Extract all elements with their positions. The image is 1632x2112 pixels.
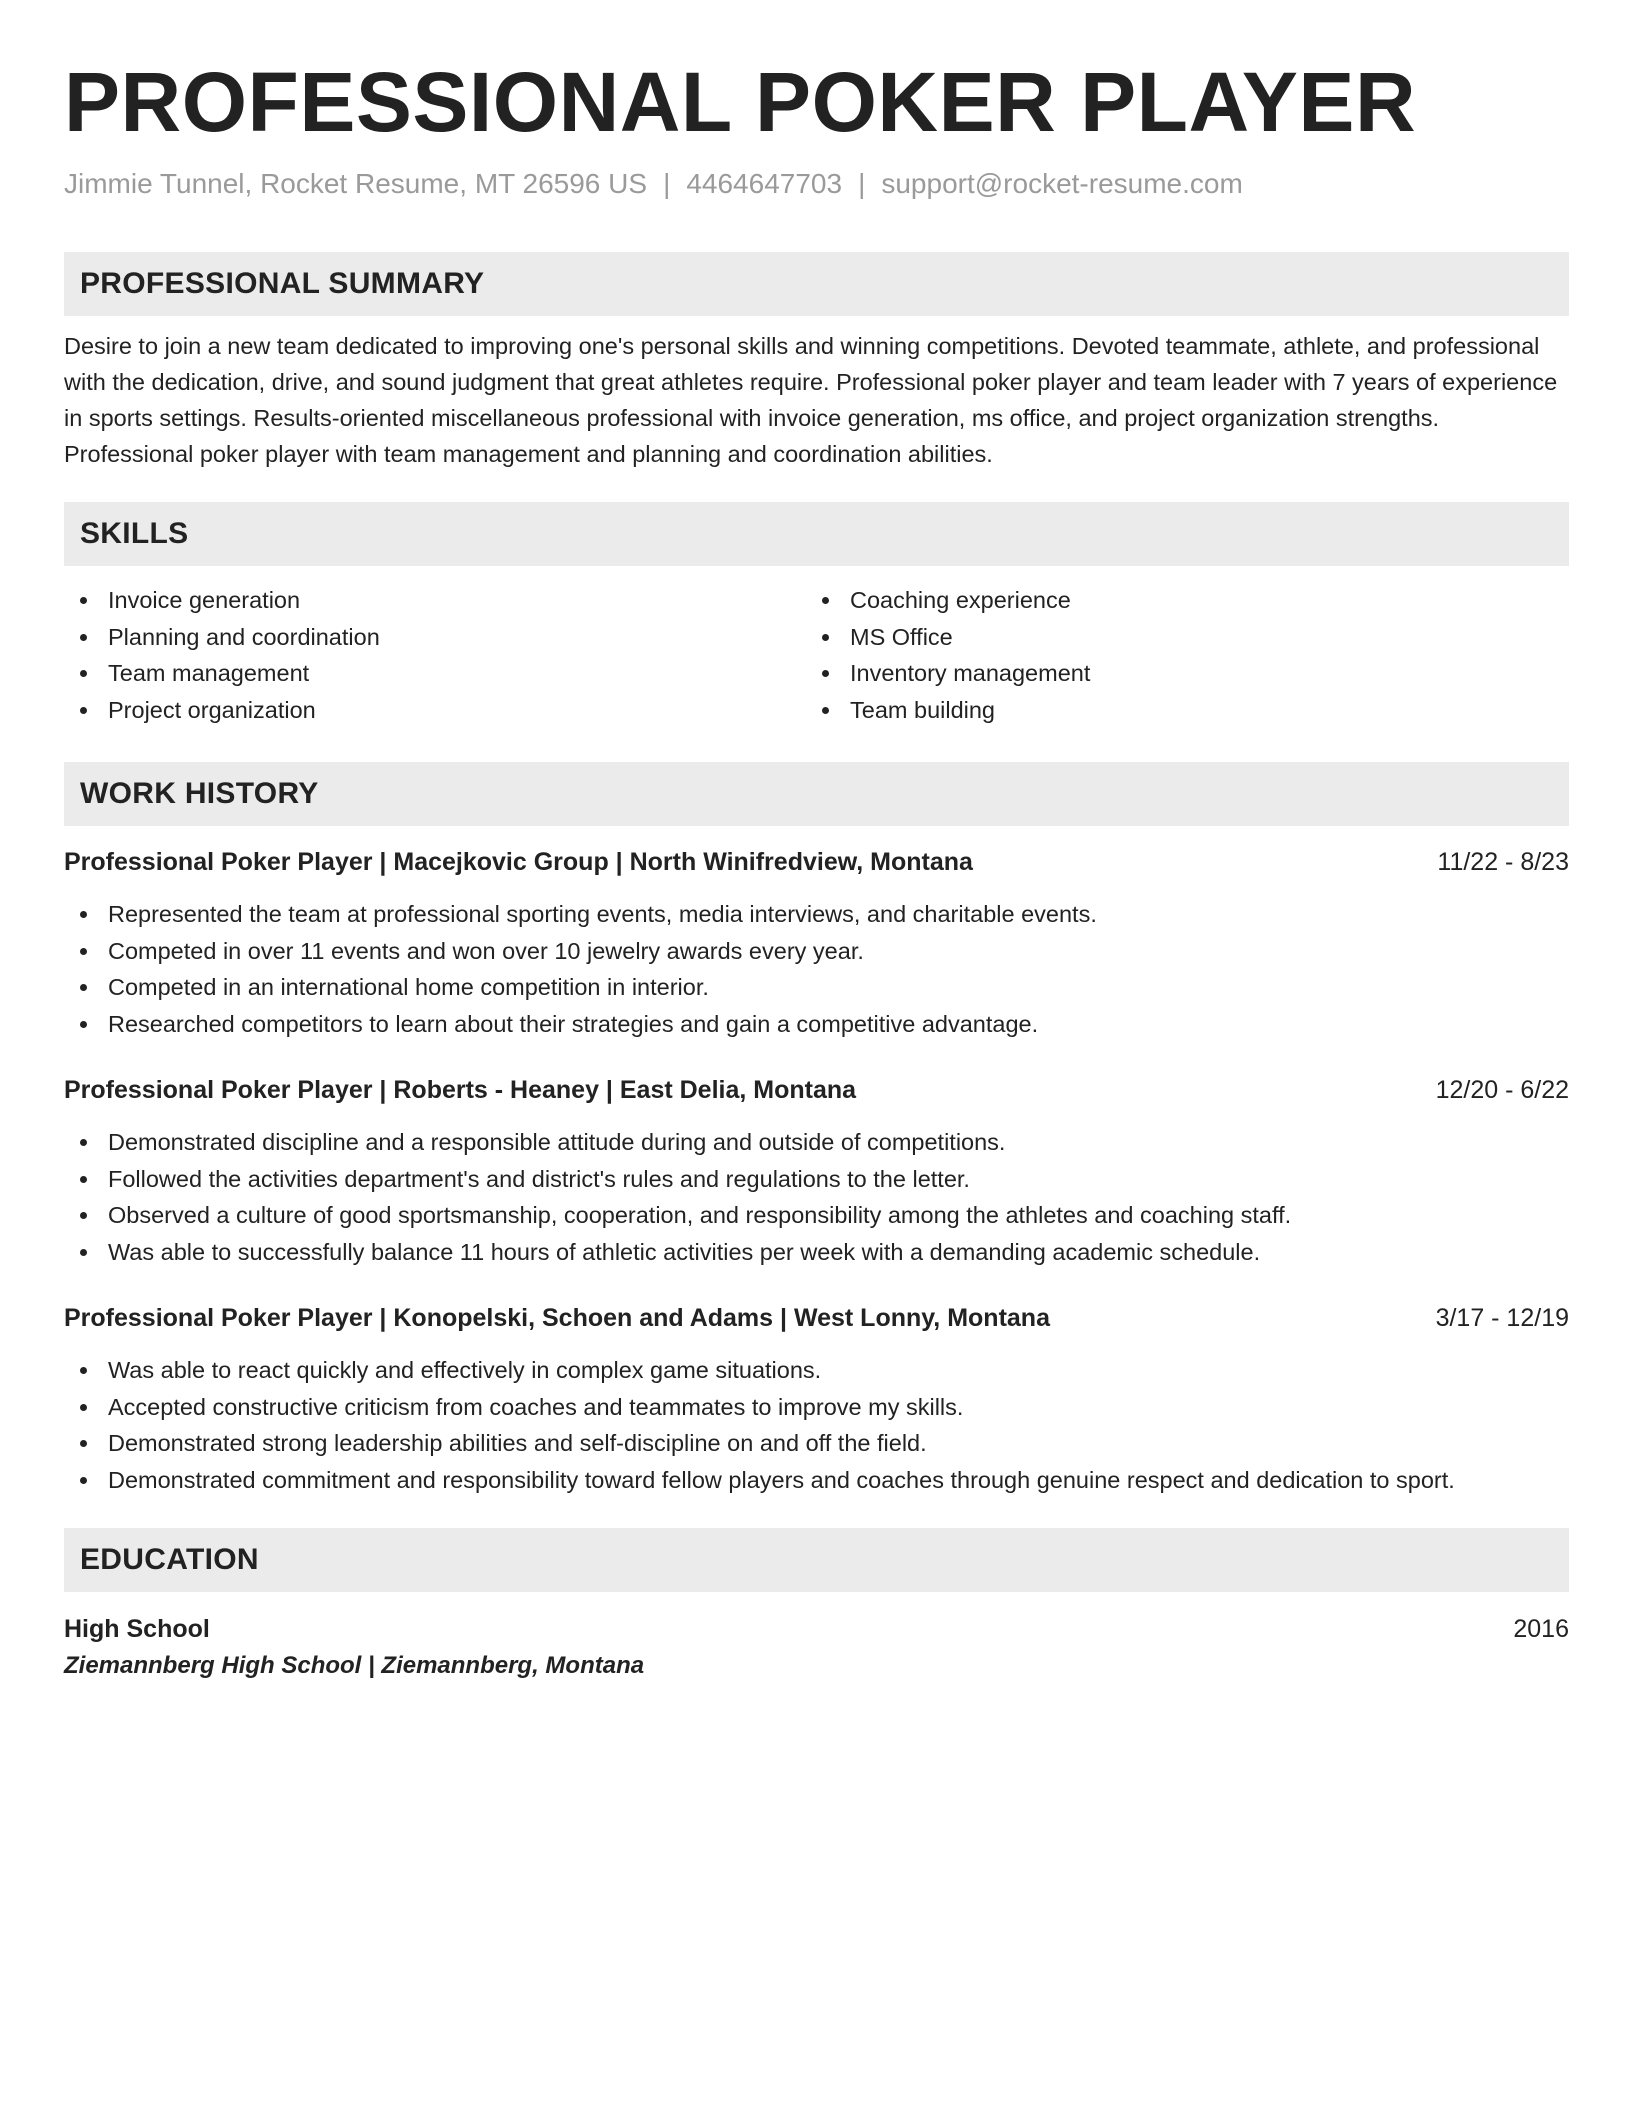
job-header bbox=[64, 1072, 1569, 1108]
education-year: 2016 bbox=[1513, 1615, 1569, 1643]
bullet-icon bbox=[822, 597, 829, 604]
job-bullet bbox=[64, 1234, 1569, 1271]
contact-address: Jimmie Tunnel, Rocket Resume, MT 26596 US bbox=[64, 168, 648, 199]
skill-label: Inventory management bbox=[850, 660, 1091, 686]
job-bullet bbox=[64, 896, 1569, 933]
job-bullet bbox=[64, 1161, 1569, 1198]
job-title: Professional Poker Player | Macejkovic Group | North Winifredview, Montana bbox=[64, 848, 973, 876]
job-title: Professional Poker Player | Roberts - Heaney | East Delia, Montana bbox=[64, 1076, 857, 1104]
job-bullet-text: Competed in over 11 events and won over 10 jewelry awards every year. bbox=[108, 937, 864, 964]
job-bullet-text: Represented the team at professional sporting events, media interviews, and charitable events. bbox=[108, 901, 1097, 927]
job-bullet bbox=[64, 1389, 1569, 1426]
job-dates: 3/17 - 12/19 bbox=[1435, 1304, 1569, 1332]
job-bullet bbox=[64, 933, 1569, 970]
skill-label: Planning and coordination bbox=[108, 623, 380, 650]
job-dates: 11/22 - 8/23 bbox=[1437, 848, 1569, 876]
job-bullets bbox=[64, 1124, 1569, 1270]
bullet-icon bbox=[80, 670, 87, 677]
bullet-icon bbox=[80, 1176, 87, 1183]
job-bullets bbox=[64, 896, 1569, 1042]
summary-section-heading: PROFESSIONAL SUMMARY bbox=[64, 252, 1569, 316]
skills-column-right bbox=[806, 582, 1548, 728]
contact-separator: | bbox=[858, 168, 866, 199]
skill-item bbox=[64, 582, 806, 619]
job-dates: 12/20 - 6/22 bbox=[1435, 1076, 1569, 1104]
skill-item bbox=[64, 692, 806, 729]
job-bullet-text: Was able to successfully balance 11 hours of athletic activities per week with a demanding academic schedule. bbox=[108, 1238, 1261, 1265]
contact-separator: | bbox=[663, 168, 671, 199]
bullet-icon bbox=[822, 707, 829, 714]
job-bullet bbox=[64, 969, 1569, 1006]
bullet-icon bbox=[80, 1367, 87, 1374]
bullet-icon bbox=[80, 634, 87, 641]
job-bullet bbox=[64, 1425, 1569, 1462]
skill-label: Team building bbox=[850, 696, 996, 723]
skills-section-heading: SKILLS bbox=[64, 502, 1569, 566]
education-section-heading: EDUCATION bbox=[64, 1528, 1569, 1592]
job-bullet-text: Followed the activities department's and district's rules and regulations to the letter. bbox=[108, 1165, 970, 1192]
bullet-icon bbox=[80, 911, 87, 918]
job-bullet bbox=[64, 1006, 1569, 1043]
job-entry bbox=[64, 1072, 1569, 1270]
skill-label: Invoice generation bbox=[108, 587, 301, 613]
skill-item bbox=[806, 619, 1548, 656]
contact-email: support@rocket-resume.com bbox=[881, 168, 1243, 199]
bullet-icon bbox=[80, 1249, 87, 1256]
skill-label: Team management bbox=[108, 660, 310, 686]
job-bullet-text: Accepted constructive criticism from coaches and teammates to improve my skills. bbox=[108, 1393, 964, 1420]
job-header bbox=[64, 1300, 1569, 1336]
work-history-section-heading: WORK HISTORY bbox=[64, 762, 1569, 826]
bullet-icon bbox=[80, 1212, 87, 1219]
job-bullet-text: Competed in an international home competition in interior. bbox=[108, 974, 709, 1000]
bullet-icon bbox=[80, 707, 87, 714]
skill-label: Project organization bbox=[108, 696, 316, 723]
skills-column-left bbox=[64, 582, 806, 728]
bullet-icon bbox=[80, 984, 87, 991]
job-entry bbox=[64, 844, 1569, 1042]
job-bullet-text: Researched competitors to learn about their strategies and gain a competitive advantage. bbox=[108, 1010, 1039, 1037]
job-bullet bbox=[64, 1124, 1569, 1161]
education-degree: High School bbox=[64, 1615, 210, 1643]
skills-grid bbox=[64, 582, 1569, 728]
job-bullet-text: Was able to react quickly and effectively in complex game situations. bbox=[108, 1357, 822, 1383]
job-bullet-text: Demonstrated commitment and responsibility toward fellow players and coaches through genuine respect and dedication to sport. bbox=[108, 1466, 1455, 1493]
bullet-icon bbox=[80, 1404, 87, 1411]
bullet-icon bbox=[80, 948, 87, 955]
skill-item bbox=[64, 655, 806, 692]
resume-title: PROFESSIONAL POKER PLAYER bbox=[64, 55, 1417, 149]
job-title: Professional Poker Player | Konopelski, Schoen and Adams | West Lonny, Montana bbox=[64, 1304, 1050, 1332]
contact-phone: 4464647703 bbox=[686, 168, 843, 199]
job-bullets bbox=[64, 1352, 1569, 1498]
education-entry bbox=[64, 1610, 1569, 1684]
education-school: Ziemannberg High School | Ziemannberg, Montana bbox=[64, 1652, 645, 1679]
bullet-icon bbox=[80, 597, 87, 604]
skill-item bbox=[806, 582, 1548, 619]
contact-line bbox=[64, 166, 1569, 202]
skill-item bbox=[64, 619, 806, 656]
bullet-icon bbox=[822, 670, 829, 677]
job-bullet-text: Demonstrated strong leadership abilities and self-discipline on and off the field. bbox=[108, 1430, 927, 1456]
education-header bbox=[64, 1610, 1569, 1648]
job-entry bbox=[64, 1300, 1569, 1498]
skill-item bbox=[806, 692, 1548, 729]
bullet-icon bbox=[822, 634, 829, 641]
skill-label: MS Office bbox=[850, 623, 953, 650]
bullet-icon bbox=[80, 1139, 87, 1146]
job-bullet-text: Observed a culture of good sportsmanship, cooperation, and responsibility among the athletes and coaching staff. bbox=[108, 1202, 1292, 1228]
skill-item bbox=[806, 655, 1548, 692]
bullet-icon bbox=[80, 1477, 87, 1484]
bullet-icon bbox=[80, 1021, 87, 1028]
bullet-icon bbox=[80, 1440, 87, 1447]
job-bullet bbox=[64, 1352, 1569, 1389]
summary-text: Desire to join a new team dedicated to improving one's personal skills and winning competitions. Devoted teammate, athlete, and professional with the dedication, drive, and sound judgment that great athletes require. Professional poker player and team leader with 7 years of experience in sports settings. Results-oriented miscellaneous professional with invoice generation, ms office, and project organization strengths. Professional poker player with team management and planning and coordination abilities. bbox=[64, 333, 1558, 467]
job-header bbox=[64, 844, 1569, 880]
skill-label: Coaching experience bbox=[850, 587, 1071, 613]
job-bullet-text: Demonstrated discipline and a responsible attitude during and outside of competitions. bbox=[108, 1129, 1006, 1155]
job-bullet bbox=[64, 1462, 1569, 1499]
job-bullet bbox=[64, 1197, 1569, 1234]
